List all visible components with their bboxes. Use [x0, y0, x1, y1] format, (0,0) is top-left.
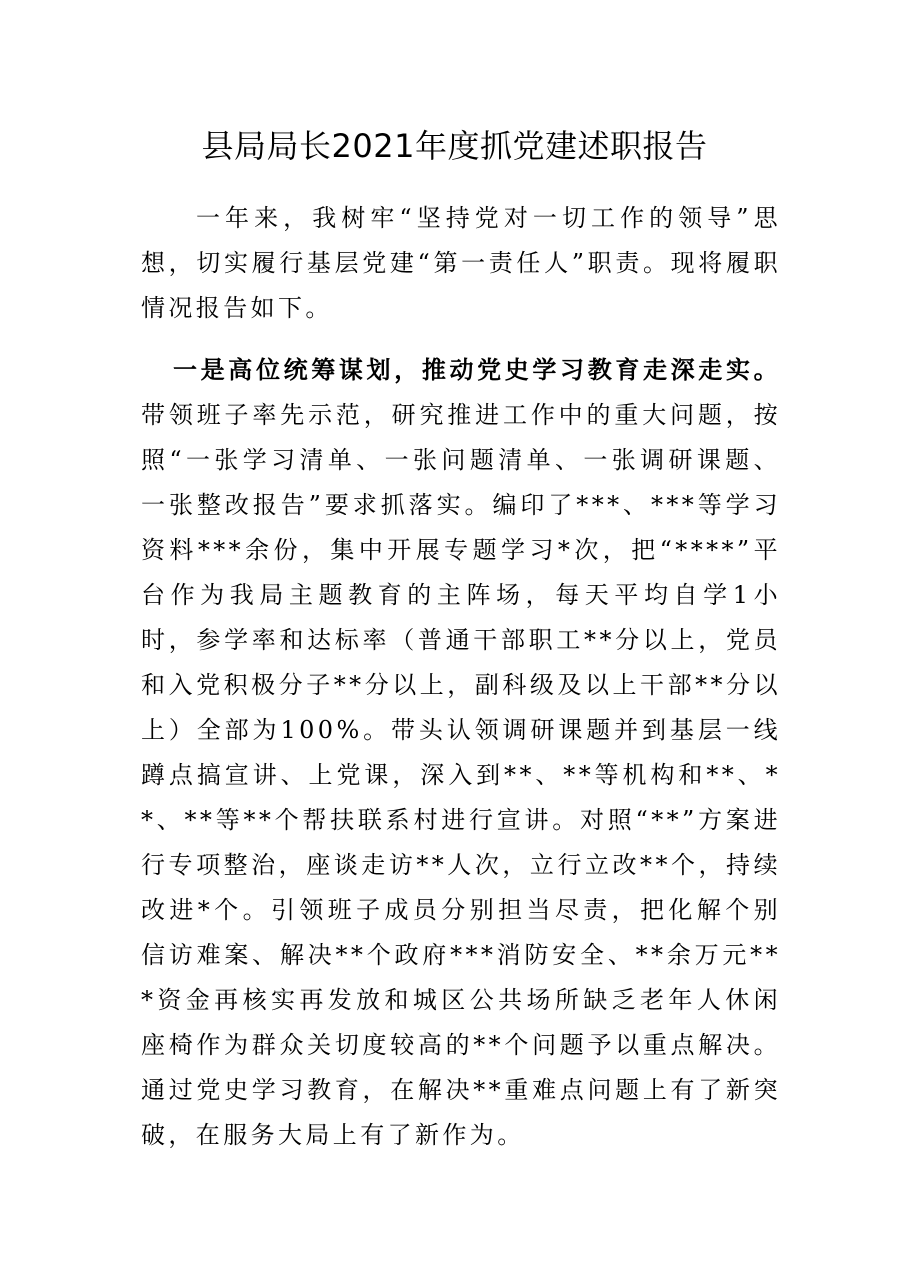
section-1-body: 带领班子率先示范，研究推进工作中的重大问题，按照“一张学习清单、一张问题清单、一张调研课题、一张整改报告”要求抓落实。编印了***、***等学习资料***余份，集中开展专题学习*次，把“****”平台作为我局主题教育的主阵场，每天平均自学1小时，参学率和达标率（普通干部职工**分以上，党员和入党积极分子**分以上，副科级及以上干部**分以上）全部为100%。带头认领调研课题并到基层一线蹲点搞宣讲、上党课，深入到**、**等机构和**、**、**等**个帮扶联系村进行宣讲。对照“**”方案进行专项整治，座谈走访**人次，立行立改**个，持续改进*个。引领班子成员分别担当尽责，把化解个别信访难案、解决**个政府***消防安全、**余万元***资金再核实再发放和城区公共场所缺乏老年人休闲座椅作为群众关切度较高的**个问题予以重点解决。通过党史学习教育，在解决**重难点问题上有了新突破，在服务大局上有了新作为。 — [141, 401, 781, 1149]
document-title: 县局局长2021年度抓党建述职报告 — [201, 127, 708, 165]
intro-paragraph: 一年来，我树牢“坚持党对一切工作的领导”思想，切实履行基层党建“第一责任人”职责。现将履职情况报告如下。 — [141, 204, 781, 322]
section-1-paragraph — [141, 348, 781, 1158]
section-1-lead: 一是高位统筹谋划，推动党史学习教育走深走实。 — [173, 356, 781, 384]
